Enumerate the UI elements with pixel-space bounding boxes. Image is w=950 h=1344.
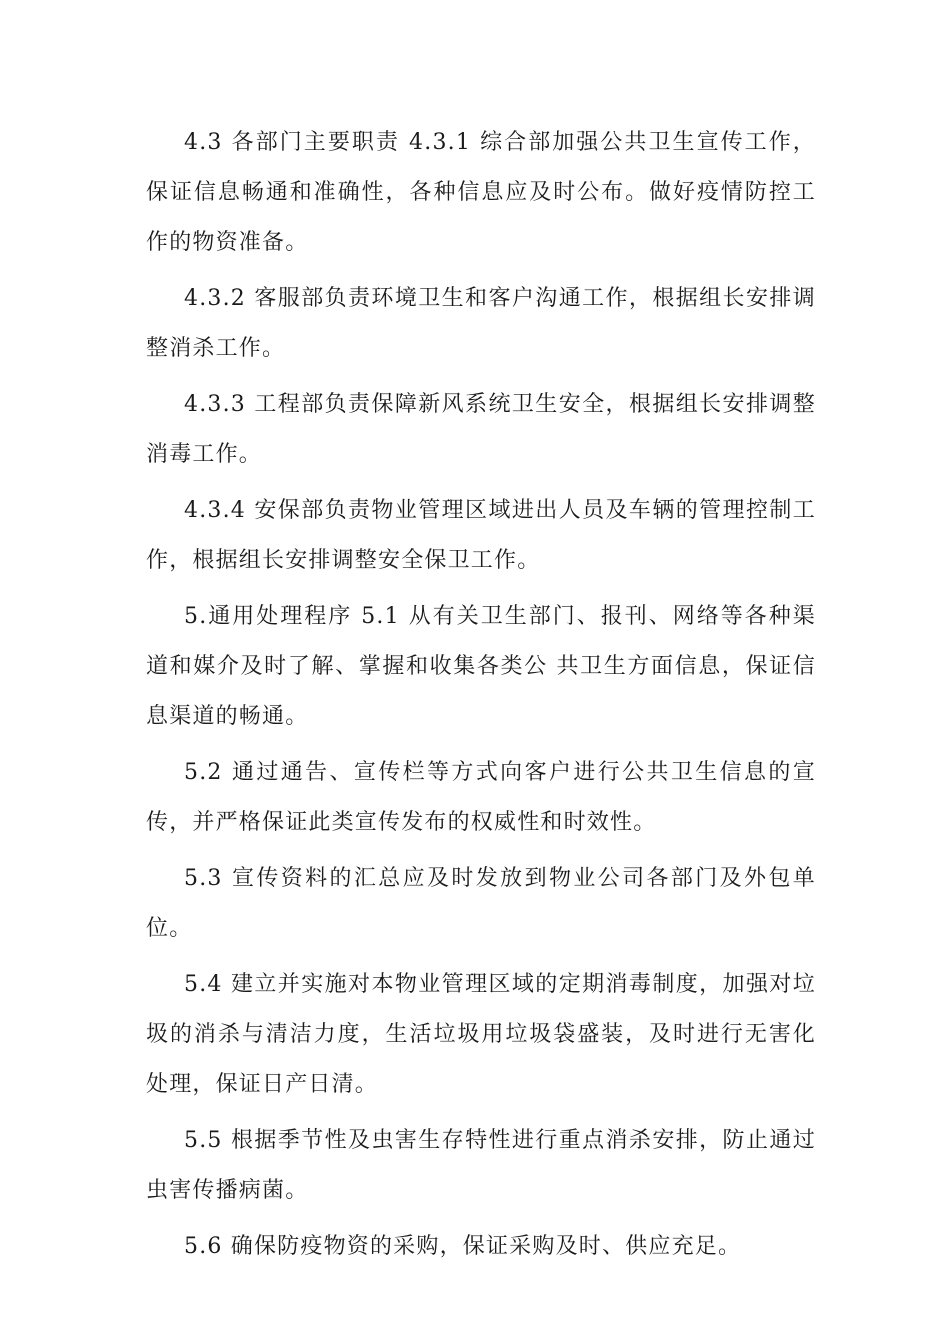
paragraph-5-5: 5.5 根据季节性及虫害生存特性进行重点消杀安排，防止通过虫害传播病菌。 bbox=[146, 1128, 816, 1203]
paragraph-4-3-4: 4.3.4 安保部负责物业管理区域进出人员及车辆的管理控制工作，根据组长安排调整安全保卫工作。 bbox=[146, 498, 816, 573]
paragraph-4-3: 4.3 各部门主要职责 4.3.1 综合部加强公共卫生宣传工作，保证信息畅通和准确性，各种信息应及时公布。做好疫情防控工作的物资准备。 bbox=[146, 130, 816, 255]
paragraph-5-4: 5.4 建立并实施对本物业管理区域的定期消毒制度，加强对垃圾的消杀与清洁力度，生活垃圾用垃圾袋盛装，及时进行无害化处理，保证日产日清。 bbox=[146, 972, 816, 1097]
paragraph-4-3-2: 4.3.2 客服部负责环境卫生和客户沟通工作，根据组长安排调整消杀工作。 bbox=[146, 286, 816, 361]
paragraph-5-2: 5.2 通过通告、宣传栏等方式向客户进行公共卫生信息的宣传，并严格保证此类宣传发布的权威性和时效性。 bbox=[146, 760, 816, 835]
document-body bbox=[146, 118, 816, 1278]
paragraph-5-1: 5.通用处理程序 5.1 从有关卫生部门、报刊、网络等各种渠道和媒介及时了解、掌握和收集各类公 共卫生方面信息，保证信息渠道的畅通。 bbox=[146, 604, 816, 729]
paragraph-5-3: 5.3 宣传资料的汇总应及时发放到物业公司各部门及外包单位。 bbox=[146, 866, 816, 941]
paragraph-4-3-3: 4.3.3 工程部负责保障新风系统卫生安全，根据组长安排调整消毒工作。 bbox=[146, 392, 816, 467]
paragraph-5-6: 5.6 确保防疫物资的采购，保证采购及时、供应充足。 bbox=[184, 1234, 742, 1259]
